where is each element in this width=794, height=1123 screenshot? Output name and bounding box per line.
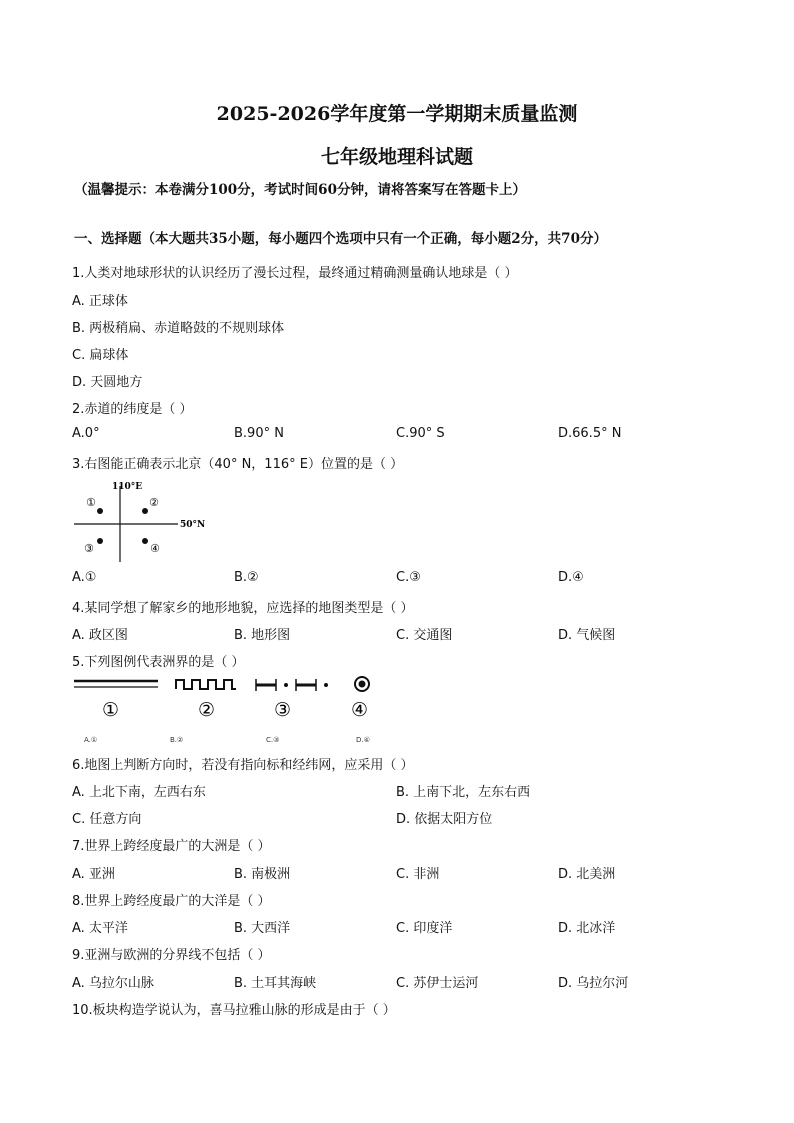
- q8-option-a[interactable]: A. 太平洋: [72, 921, 128, 936]
- q3-option-b[interactable]: B.②: [234, 570, 259, 585]
- q9-option-c[interactable]: C. 苏伊士运河: [396, 976, 479, 991]
- q9-option-b[interactable]: B. 土耳其海峡: [234, 976, 317, 991]
- q8-option-c[interactable]: C. 印度洋: [396, 921, 453, 936]
- q1-option-b[interactable]: B. 两极稍扁、赤道略鼓的不规则球体: [72, 321, 285, 336]
- q8-option-b[interactable]: B. 大西洋: [234, 921, 291, 936]
- exam-tip: （温馨提示：本卷满分100分，考试时间60分钟，请将答案写在答题卡上）: [74, 182, 526, 198]
- legend-3-number: ③: [274, 699, 292, 721]
- q6-option-d[interactable]: D. 依据太阳方位: [396, 812, 493, 827]
- question-6: 6.地图上判断方向时，若没有指向标和经纬网，应采用（ ）: [72, 758, 414, 773]
- meridian-label: 110°E: [112, 482, 143, 492]
- q9-option-a[interactable]: A. 乌拉尔山脉: [72, 976, 154, 991]
- q1-option-c[interactable]: C. 扁球体: [72, 348, 129, 363]
- legend-1-number: ①: [102, 699, 120, 721]
- q2-option-b[interactable]: B.90° N: [234, 426, 284, 441]
- q3-option-c[interactable]: C.③: [396, 570, 421, 585]
- map-legend-figure: [72, 674, 392, 746]
- q6-option-b[interactable]: B. 上南下北，左东右西: [396, 785, 531, 800]
- legend-dash-dot-symbol: [256, 679, 328, 691]
- marker-4-label: ④: [150, 542, 160, 555]
- parallel-label: 50°N: [180, 520, 206, 530]
- q2-option-d[interactable]: D.66.5° N: [558, 426, 622, 441]
- question-8: 8.世界上跨经度最广的大洋是（ ）: [72, 894, 271, 909]
- exam-title: 2025-2026学年度第一学期期末质量监测: [216, 103, 578, 125]
- question-3: 3.右图能正确表示北京（40° N，116° E）位置的是（ ）: [72, 457, 404, 472]
- marker-4-dot: [142, 538, 148, 544]
- legend-caption-c: C.③: [266, 736, 280, 744]
- legend-double-line-symbol: [74, 681, 158, 687]
- exam-subtitle: 七年级地理科试题: [320, 146, 473, 168]
- marker-3-dot: [97, 538, 103, 544]
- q4-option-b[interactable]: B. 地形图: [234, 628, 291, 643]
- question-2: 2.赤道的纬度是（ ）: [72, 402, 193, 417]
- question-4: 4.某同学想了解家乡的地形地貌，应选择的地图类型是（ ）: [72, 601, 414, 616]
- marker-1-label: ①: [86, 496, 96, 509]
- question-10: 10.板块构造学说认为，喜马拉雅山脉的形成是由于（ ）: [72, 1003, 396, 1018]
- question-1: 1.人类对地球形状的认识经历了漫长过程，最终通过精确测量确认地球是（ ）: [72, 266, 518, 281]
- legend-caption-b: B.②: [170, 736, 184, 744]
- q4-option-c[interactable]: C. 交通图: [396, 628, 453, 643]
- q7-option-b[interactable]: B. 南极洲: [234, 867, 291, 882]
- marker-2-label: ②: [149, 496, 159, 509]
- q6-option-a[interactable]: A. 上北下南，左西右东: [72, 785, 206, 800]
- q1-option-d[interactable]: D. 天圆地方: [72, 375, 143, 390]
- question-5: 5.下列图例代表洲界的是（ ）: [72, 655, 245, 670]
- legend-caption-d: D.④: [356, 736, 370, 744]
- marker-3-label: ③: [84, 542, 94, 555]
- q2-option-c[interactable]: C.90° S: [396, 426, 445, 441]
- legend-2-number: ②: [198, 699, 216, 721]
- legend-square-wave-symbol: [176, 680, 236, 689]
- q1-option-a[interactable]: A. 正球体: [72, 294, 128, 309]
- marker-2-dot: [142, 508, 148, 514]
- q2-option-a[interactable]: A.0°: [72, 426, 100, 441]
- question-9: 9.亚洲与欧洲的分界线不包括（ ）: [72, 948, 271, 963]
- section-heading: 一、选择题（本大题共35小题，每小题四个选项中只有一个正确，每小题2分，共70分）: [74, 231, 607, 247]
- q3-option-a[interactable]: A.①: [72, 570, 97, 585]
- q7-option-a[interactable]: A. 亚洲: [72, 867, 115, 882]
- q7-option-d[interactable]: D. 北美洲: [558, 867, 616, 882]
- q7-option-c[interactable]: C. 非洲: [396, 867, 440, 882]
- legend-caption-a: A.①: [84, 736, 98, 744]
- q8-option-d[interactable]: D. 北冰洋: [558, 921, 616, 936]
- q9-option-d[interactable]: D. 乌拉尔河: [558, 976, 629, 991]
- question-7: 7.世界上跨经度最广的大洲是（ ）: [72, 839, 271, 854]
- q4-option-a[interactable]: A. 政区图: [72, 628, 128, 643]
- q6-option-c[interactable]: C. 任意方向: [72, 812, 142, 827]
- lat-lon-figure: [72, 478, 222, 562]
- q3-option-d[interactable]: D.④: [558, 570, 584, 585]
- legend-4-number: ④: [351, 699, 369, 721]
- marker-1-dot: [97, 508, 103, 514]
- q4-option-d[interactable]: D. 气候图: [558, 628, 616, 643]
- legend-capital-symbol: [355, 677, 369, 691]
